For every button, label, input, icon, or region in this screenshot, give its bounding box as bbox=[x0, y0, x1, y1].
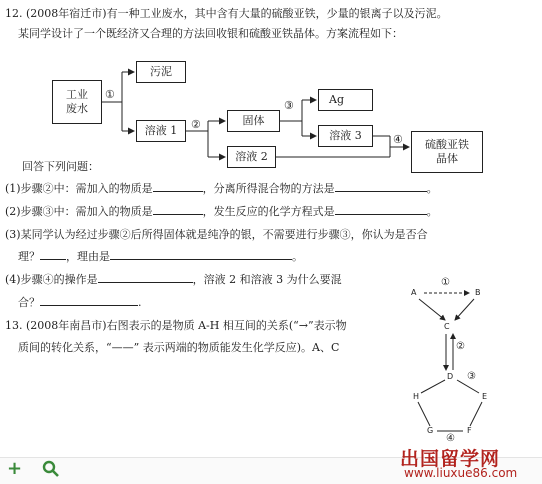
node-h: H bbox=[413, 392, 420, 401]
flow-box-solid: 固体 bbox=[227, 110, 280, 132]
flow-box-solution3: 溶液 3 bbox=[318, 125, 373, 147]
flow-box-solution2: 溶液 2 bbox=[227, 146, 276, 168]
watermark-url: www.liuxue86.com bbox=[404, 466, 518, 480]
flow-box-sludge: 污泥 bbox=[136, 61, 186, 83]
diagram-mark-2: ② bbox=[456, 341, 465, 352]
node-a: A bbox=[411, 288, 417, 297]
q12-2-text-c: 。 bbox=[426, 205, 438, 218]
q12-1-text-b: ，分离所得混合物的方法是 bbox=[202, 182, 335, 195]
q12-4-text-a: (4)步骤④的操作是 bbox=[5, 273, 98, 286]
q12-3-text-c: ，理由是 bbox=[66, 250, 110, 263]
node-e: E bbox=[482, 392, 488, 401]
flow-final-line1: 硫酸亚铁 bbox=[425, 138, 469, 151]
question-12-3-line1: (3)某同学认为经过步骤②后所得固体就是纯净的银，不需要进行步骤③，你认为是否合 bbox=[5, 228, 428, 241]
q12-2-text-a: (2)步骤③中：需加入的物质是 bbox=[5, 205, 153, 218]
step-marker-1: ① bbox=[105, 88, 115, 101]
q13-line1: 13. (2008年南昌市)右图表示的是物质 A-H 相互间的关系(“→”表示物 bbox=[5, 319, 347, 332]
search-icon[interactable] bbox=[42, 460, 62, 480]
zoom-in-icon[interactable]: + bbox=[7, 458, 23, 479]
q13-line2: 质间的转化关系，“——” 表示两端的物质能发生化学反应)。A、C bbox=[18, 341, 340, 354]
step-marker-4: ④ bbox=[393, 133, 403, 146]
flow-final-line2: 晶体 bbox=[436, 152, 458, 165]
diagram-mark-3: ③ bbox=[467, 371, 476, 382]
node-g: G bbox=[427, 426, 434, 435]
node-f: F bbox=[467, 426, 472, 435]
node-d: D bbox=[447, 372, 454, 381]
step-marker-2: ② bbox=[191, 118, 201, 131]
flow-box-ag: Ag bbox=[318, 89, 373, 111]
q12-line1: 12. (2008年宿迁市)有一种工业废水，其中含有大量的硫酸亚铁，少量的银离子以及污泥。 bbox=[5, 7, 448, 20]
node-b: B bbox=[475, 288, 481, 297]
flow-start-line2: 废水 bbox=[66, 102, 88, 115]
answer-intro: 回答下列问题： bbox=[22, 160, 99, 173]
q12-4-text-c: 合？ bbox=[18, 296, 40, 309]
flow-start-line1: 工业 bbox=[66, 88, 88, 101]
diagram-mark-1: ① bbox=[441, 277, 450, 288]
q12-1-text-c: 。 bbox=[426, 182, 438, 195]
step-marker-3: ③ bbox=[284, 99, 294, 112]
watermark-logo-text: 出国留学网 bbox=[400, 448, 501, 470]
q12-3-text-b: 理？ bbox=[18, 250, 40, 263]
q12-4-text-b: ，溶液 2 和溶液 3 为什么要混 bbox=[192, 273, 342, 286]
search-icon-glyph bbox=[42, 460, 60, 478]
node-c: C bbox=[444, 322, 450, 331]
q12-1-text-a: (1)步骤②中：需加入的物质是 bbox=[5, 182, 153, 195]
flow-box-solution1: 溶液 1 bbox=[136, 120, 186, 142]
diagram-mark-4: ④ bbox=[446, 433, 455, 444]
q12-4-text-d: . bbox=[138, 296, 142, 309]
q12-2-text-b: ，发生反应的化学方程式是 bbox=[202, 205, 335, 218]
q12-3-text-d: 。 bbox=[292, 250, 303, 263]
q12-line2: 某同学设计了一个既经济又合理的方法回收银和硫酸亚铁晶体。方案流程如下： bbox=[18, 27, 403, 40]
